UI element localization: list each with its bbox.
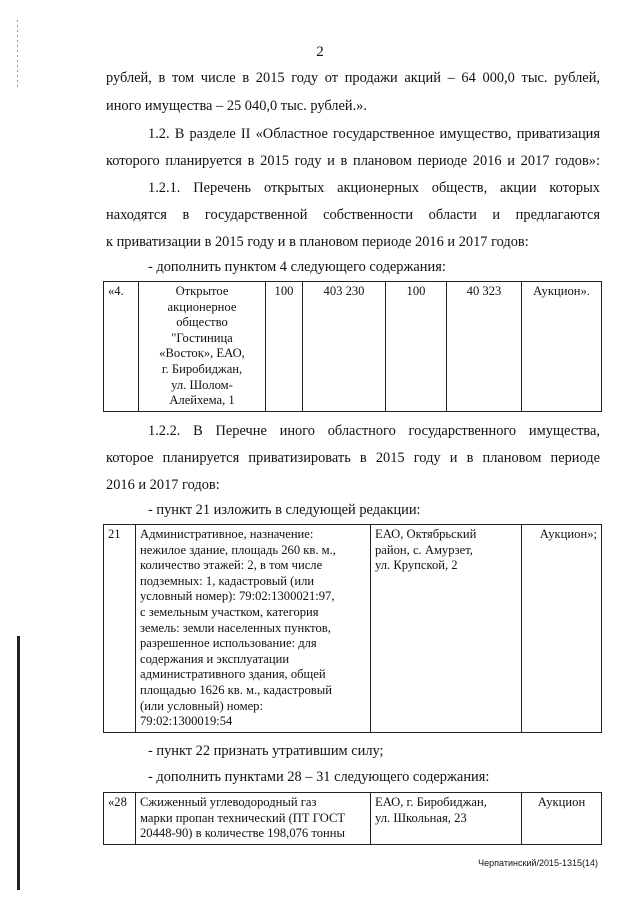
para-7: - пункт 22 признать утратившим силу; bbox=[148, 743, 384, 759]
share-percent: 100 bbox=[266, 282, 303, 412]
row-number: «4. bbox=[104, 282, 139, 412]
property-description: Административное, назначение: нежилое здание, площадь 260 кв. м., количество этажей: 2, в том числе подземных: 1, кадастровый (или условный номер): 79:02:1300021:97, с земельным участком, категория земель: земли населенных пунктов, разрешенное использование: для содержания и эксплуатации административного здания, общей площадью 1626 кв. м., кадастровый (или условный) номер: 79:02:1300019:54 bbox=[136, 525, 371, 733]
property-address: ЕАО, Октябрьский район, с. Амурзет, ул. Крупской, 2 bbox=[371, 525, 522, 733]
table-row bbox=[104, 793, 602, 845]
document-footer-code: Черпатинский/2015-1315(14) bbox=[478, 858, 598, 868]
para-3-line-3: к приватизации в 2015 году и в плановом периоде 2016 и 2017 годов: bbox=[106, 234, 529, 250]
shares-count: 403 230 bbox=[303, 282, 386, 412]
privatization-method: Аукцион bbox=[522, 793, 602, 845]
property-address: ЕАО, г. Биробиджан, ул. Школьная, 23 bbox=[371, 793, 522, 845]
company-name: Открытое акционерное общество "Гостиница «Восток», ЕАО, г. Биробиджан, ул. Шолом- Алейхема, 1 bbox=[139, 282, 266, 412]
para-6: - пункт 21 изложить в следующей редакции: bbox=[148, 502, 421, 518]
row-number: 21 bbox=[104, 525, 136, 733]
para-2-line-2: которого планируется в 2015 году и в плановом периоде 2016 и 2017 годов»: bbox=[106, 153, 600, 169]
table-row bbox=[104, 282, 602, 412]
para-5-line-1: 1.2.2. В Перечне иного областного государственного имущества, bbox=[148, 423, 600, 439]
table-row bbox=[104, 525, 602, 733]
para-5-line-2: которое планируется приватизировать в 2015 году и в плановом периоде bbox=[106, 450, 600, 466]
para-8: - дополнить пунктами 28 – 31 следующего содержания: bbox=[148, 769, 490, 785]
row-number: «28 bbox=[104, 793, 136, 845]
para-5-line-3: 2016 и 2017 годов: bbox=[106, 477, 220, 493]
para-1-line-1: рублей, в том числе в 2015 году от продажи акций – 64 000,0 тыс. рублей, bbox=[106, 70, 600, 86]
margin-bar bbox=[17, 636, 20, 890]
privatization-method: Аукцион». bbox=[522, 282, 602, 412]
page-number: 2 bbox=[316, 44, 324, 60]
para-3-line-1: 1.2.1. Перечень открытых акционерных обществ, акции которых bbox=[148, 180, 600, 196]
joint-stock-table bbox=[103, 281, 602, 412]
para-4: - дополнить пунктом 4 следующего содержания: bbox=[148, 259, 446, 275]
nominal-value: 40 323 bbox=[447, 282, 522, 412]
property-table-item-28 bbox=[103, 792, 602, 845]
para-2-line-1: 1.2. В разделе II «Областное государственное имущество, приватизация bbox=[148, 126, 600, 142]
para-1-line-2: иного имущества – 25 040,0 тыс. рублей.». bbox=[106, 98, 367, 114]
property-table-item-21 bbox=[103, 524, 602, 733]
privatized-percent: 100 bbox=[386, 282, 447, 412]
para-3-line-2: находятся в государственной собственности области и предлагаются bbox=[106, 207, 600, 223]
privatization-method: Аукцион»; bbox=[522, 525, 602, 733]
property-description: Сжиженный углеводородный газ марки пропан технический (ПТ ГОСТ 20448-90) в количестве 198,076 тонны bbox=[136, 793, 371, 845]
